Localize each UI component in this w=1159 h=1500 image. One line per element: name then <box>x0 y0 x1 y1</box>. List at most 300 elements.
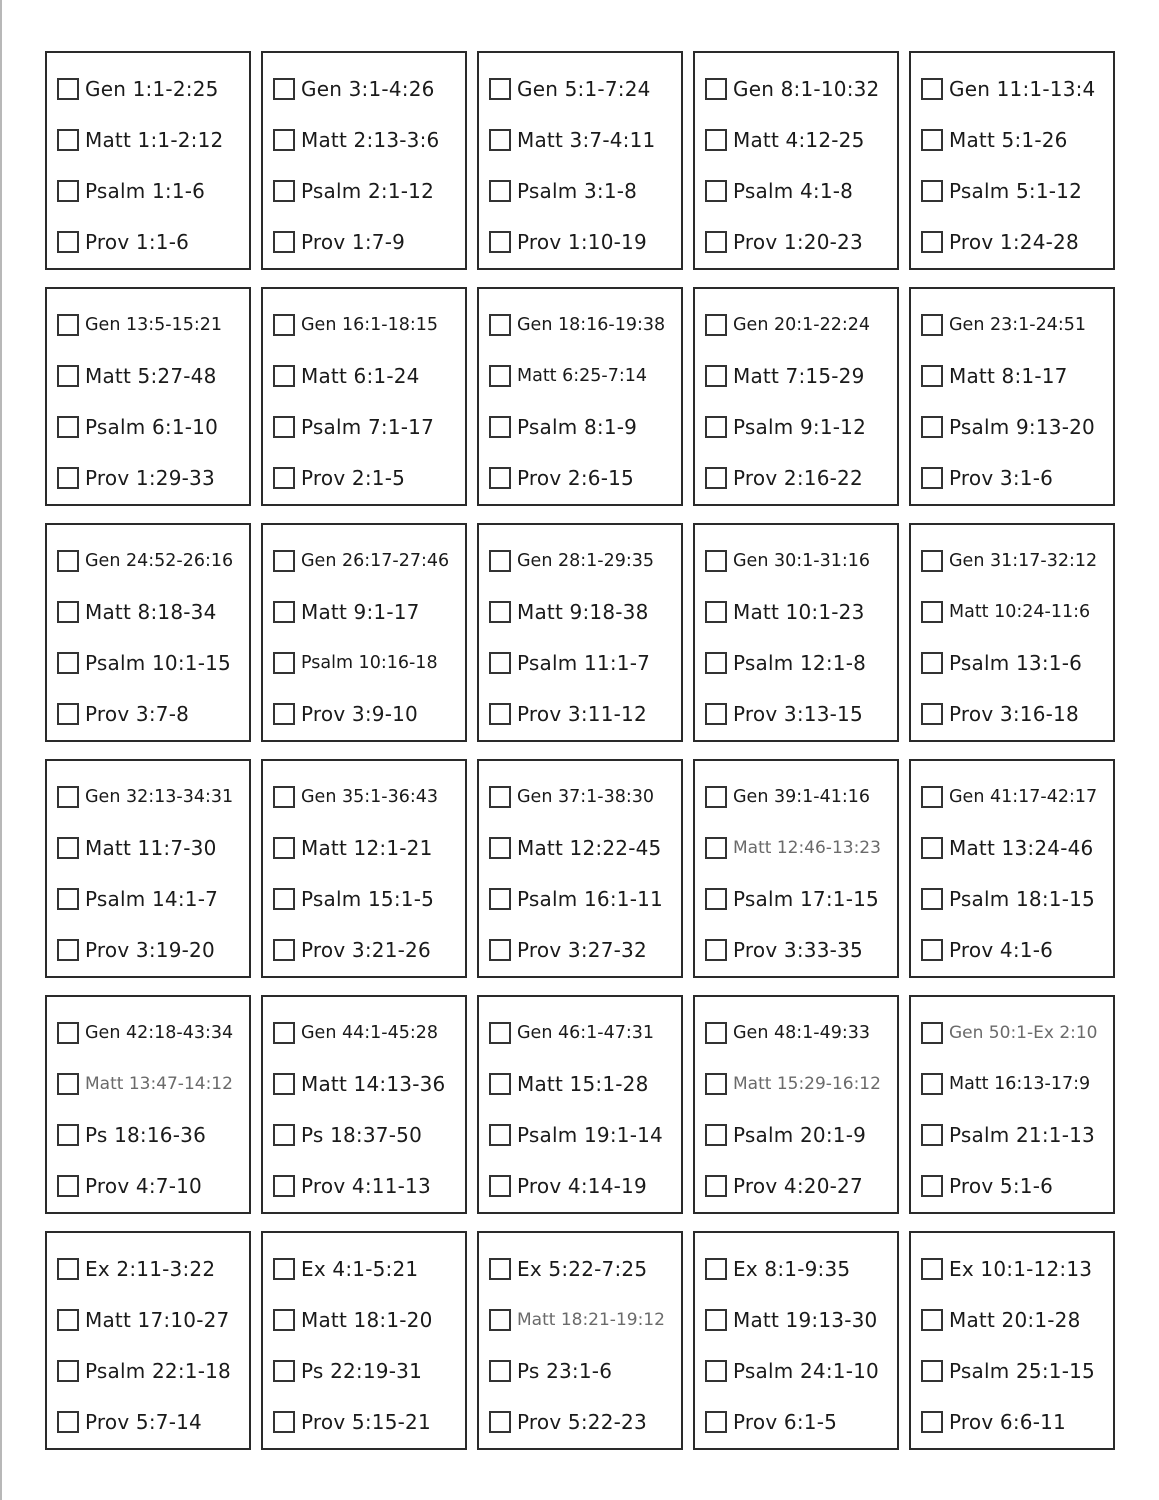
checkbox-icon[interactable] <box>705 837 727 859</box>
reading-item[interactable] <box>489 1346 681 1397</box>
reading-reference: Psalm 11:1-7 <box>517 651 651 676</box>
reading-day-card <box>477 51 683 270</box>
checkbox-icon[interactable] <box>489 550 511 572</box>
reading-reference: Prov 3:13-15 <box>733 702 863 727</box>
reading-item[interactable] <box>921 63 1113 114</box>
reading-reference: Prov 3:21-26 <box>301 938 431 963</box>
reading-reference: Prov 5:15-21 <box>301 1410 431 1435</box>
reading-item[interactable] <box>921 689 1113 740</box>
checkbox-icon[interactable] <box>489 129 511 151</box>
reading-item[interactable] <box>705 166 897 217</box>
checkbox-icon[interactable] <box>273 1309 295 1331</box>
reading-reference: Gen 31:17-32:12 <box>949 550 1098 571</box>
checkbox-icon[interactable] <box>273 1175 295 1197</box>
checkbox-icon[interactable] <box>489 1309 511 1331</box>
checkbox-icon[interactable] <box>273 703 295 725</box>
checkbox-icon[interactable] <box>921 467 943 489</box>
reading-item[interactable] <box>273 1294 465 1345</box>
reading-item[interactable] <box>921 586 1113 637</box>
reading-day-card <box>909 51 1115 270</box>
reading-reference: Prov 3:7-8 <box>85 702 190 727</box>
reading-item[interactable] <box>57 1161 249 1212</box>
reading-item[interactable] <box>921 217 1113 268</box>
reading-item[interactable] <box>57 402 249 453</box>
reading-day-card <box>45 51 251 270</box>
reading-day-card <box>909 523 1115 742</box>
checkbox-icon[interactable] <box>57 550 79 572</box>
reading-item[interactable] <box>57 771 249 822</box>
reading-item[interactable] <box>57 1243 249 1294</box>
checkbox-icon[interactable] <box>489 939 511 961</box>
reading-item[interactable] <box>705 350 897 401</box>
reading-item[interactable] <box>921 535 1113 586</box>
reading-item[interactable] <box>489 586 681 637</box>
reading-item[interactable] <box>57 453 249 504</box>
reading-item[interactable] <box>705 1294 897 1345</box>
reading-item[interactable] <box>705 217 897 268</box>
reading-item[interactable] <box>921 299 1113 350</box>
checkbox-icon[interactable] <box>57 837 79 859</box>
reading-item[interactable] <box>921 822 1113 873</box>
reading-item[interactable] <box>921 925 1113 976</box>
checkbox-icon[interactable] <box>705 416 727 438</box>
checkbox-icon[interactable] <box>921 652 943 674</box>
checkbox-icon[interactable] <box>705 365 727 387</box>
reading-reference: Psalm 10:16-18 <box>301 653 438 674</box>
checkbox-icon[interactable] <box>489 467 511 489</box>
reading-item[interactable] <box>57 586 249 637</box>
checkbox-icon[interactable] <box>921 1258 943 1280</box>
reading-reference: Gen 37:1-38:30 <box>517 786 655 807</box>
reading-day-card <box>693 759 899 978</box>
checkbox-icon[interactable] <box>489 1175 511 1197</box>
reading-reference: Matt 20:1-28 <box>949 1307 1081 1332</box>
reading-item[interactable] <box>921 874 1113 925</box>
reading-item[interactable] <box>273 1058 465 1109</box>
reading-item[interactable] <box>705 689 897 740</box>
checkbox-icon[interactable] <box>921 78 943 100</box>
checkbox-icon[interactable] <box>705 1124 727 1146</box>
checkbox-icon[interactable] <box>273 365 295 387</box>
reading-item[interactable] <box>705 63 897 114</box>
reading-item[interactable] <box>705 1243 897 1294</box>
reading-item[interactable] <box>489 535 681 586</box>
reading-item[interactable] <box>705 1058 897 1109</box>
reading-reference: Gen 44:1-45:28 <box>301 1022 439 1043</box>
reading-item[interactable] <box>921 453 1113 504</box>
reading-item[interactable] <box>489 114 681 165</box>
checkbox-icon[interactable] <box>489 231 511 253</box>
checkbox-icon[interactable] <box>57 129 79 151</box>
reading-day-card <box>45 1231 251 1450</box>
checkbox-icon[interactable] <box>489 888 511 910</box>
reading-item[interactable] <box>489 1161 681 1212</box>
checkbox-icon[interactable] <box>273 1258 295 1280</box>
reading-item[interactable] <box>273 1110 465 1161</box>
reading-item[interactable] <box>921 350 1113 401</box>
reading-item[interactable] <box>57 1058 249 1109</box>
checkbox-icon[interactable] <box>489 365 511 387</box>
reading-reference: Matt 3:7-4:11 <box>517 127 656 152</box>
checkbox-icon[interactable] <box>57 939 79 961</box>
reading-item[interactable] <box>705 1007 897 1058</box>
checkbox-icon[interactable] <box>489 78 511 100</box>
checkbox-icon[interactable] <box>921 888 943 910</box>
reading-day-card <box>477 1231 683 1450</box>
reading-item[interactable] <box>273 217 465 268</box>
reading-reference: Psalm 1:1-6 <box>85 179 206 204</box>
reading-reference: Psalm 12:1-8 <box>733 651 867 676</box>
reading-item[interactable] <box>57 350 249 401</box>
reading-item[interactable] <box>57 1346 249 1397</box>
reading-item[interactable] <box>273 1161 465 1212</box>
checkbox-icon[interactable] <box>273 180 295 202</box>
reading-item[interactable] <box>273 586 465 637</box>
checkbox-icon[interactable] <box>273 550 295 572</box>
reading-item[interactable] <box>273 1243 465 1294</box>
checkbox-icon[interactable] <box>57 467 79 489</box>
reading-item[interactable] <box>705 299 897 350</box>
reading-item[interactable] <box>705 1397 897 1448</box>
reading-reference: Gen 16:1-18:15 <box>301 314 439 335</box>
reading-item[interactable] <box>273 874 465 925</box>
reading-reference: Prov 2:6-15 <box>517 466 634 491</box>
reading-reference: Matt 13:24-46 <box>949 835 1094 860</box>
reading-item[interactable] <box>489 350 681 401</box>
reading-item[interactable] <box>273 535 465 586</box>
reading-reference: Psalm 19:1-14 <box>517 1123 663 1148</box>
checkbox-icon[interactable] <box>705 888 727 910</box>
reading-item[interactable] <box>921 771 1113 822</box>
reading-item[interactable] <box>705 771 897 822</box>
reading-reference: Gen 24:52-26:16 <box>85 550 234 571</box>
reading-item[interactable] <box>489 63 681 114</box>
reading-item[interactable] <box>273 925 465 976</box>
reading-item[interactable] <box>57 638 249 689</box>
checkbox-icon[interactable] <box>921 1309 943 1331</box>
reading-reference: Matt 15:1-28 <box>517 1071 649 1096</box>
reading-reference: Psalm 21:1-13 <box>949 1123 1095 1148</box>
checkbox-icon[interactable] <box>273 837 295 859</box>
reading-reference: Ps 18:37-50 <box>301 1123 422 1148</box>
reading-reference: Matt 4:12-25 <box>733 127 865 152</box>
checkbox-icon[interactable] <box>489 837 511 859</box>
checkbox-icon[interactable] <box>921 1124 943 1146</box>
reading-item[interactable] <box>921 1007 1113 1058</box>
checkbox-icon[interactable] <box>57 1360 79 1382</box>
checkbox-icon[interactable] <box>57 78 79 100</box>
reading-item[interactable] <box>273 299 465 350</box>
checkbox-icon[interactable] <box>57 416 79 438</box>
reading-item[interactable] <box>705 925 897 976</box>
checkbox-icon[interactable] <box>921 416 943 438</box>
checkbox-icon[interactable] <box>489 786 511 808</box>
reading-item[interactable] <box>57 63 249 114</box>
checkbox-icon[interactable] <box>921 231 943 253</box>
reading-item[interactable] <box>489 402 681 453</box>
checkbox-icon[interactable] <box>921 365 943 387</box>
checkbox-icon[interactable] <box>489 1073 511 1095</box>
checkbox-icon[interactable] <box>489 314 511 336</box>
reading-item[interactable] <box>273 822 465 873</box>
checkbox-icon[interactable] <box>57 786 79 808</box>
checkbox-icon[interactable] <box>705 78 727 100</box>
reading-item[interactable] <box>273 402 465 453</box>
reading-day-card <box>693 523 899 742</box>
reading-item[interactable] <box>489 822 681 873</box>
reading-item[interactable] <box>705 1161 897 1212</box>
reading-item[interactable] <box>273 771 465 822</box>
checkbox-icon[interactable] <box>921 180 943 202</box>
reading-item[interactable] <box>489 299 681 350</box>
checkbox-icon[interactable] <box>705 786 727 808</box>
checkbox-icon[interactable] <box>57 1073 79 1095</box>
reading-item[interactable] <box>273 166 465 217</box>
reading-item[interactable] <box>489 925 681 976</box>
reading-day-card <box>693 1231 899 1450</box>
checkbox-icon[interactable] <box>921 1073 943 1095</box>
checkbox-icon[interactable] <box>705 467 727 489</box>
reading-reference: Gen 3:1-4:26 <box>301 76 435 101</box>
reading-item[interactable] <box>57 114 249 165</box>
reading-reference: Psalm 13:1-6 <box>949 651 1083 676</box>
reading-reference: Psalm 2:1-12 <box>301 179 435 204</box>
reading-item[interactable] <box>489 689 681 740</box>
reading-reference: Gen 23:1-24:51 <box>949 314 1087 335</box>
checkbox-icon[interactable] <box>489 601 511 623</box>
reading-item[interactable] <box>921 1397 1113 1448</box>
reading-reference: Gen 18:16-19:38 <box>517 314 666 335</box>
reading-item[interactable] <box>57 822 249 873</box>
checkbox-icon[interactable] <box>705 703 727 725</box>
checkbox-icon[interactable] <box>705 1175 727 1197</box>
checkbox-icon[interactable] <box>705 1360 727 1382</box>
checkbox-icon[interactable] <box>921 703 943 725</box>
checkbox-icon[interactable] <box>57 180 79 202</box>
reading-reference: Prov 1:7-9 <box>301 230 406 255</box>
reading-day-card <box>45 995 251 1214</box>
reading-reference: Matt 17:10-27 <box>85 1307 230 1332</box>
checkbox-icon[interactable] <box>273 888 295 910</box>
checkbox-icon[interactable] <box>273 1411 295 1433</box>
reading-item[interactable] <box>57 1007 249 1058</box>
reading-item[interactable] <box>705 638 897 689</box>
checkbox-icon[interactable] <box>705 1411 727 1433</box>
checkbox-icon[interactable] <box>57 1124 79 1146</box>
reading-item[interactable] <box>57 1397 249 1448</box>
reading-item[interactable] <box>57 166 249 217</box>
page-edge-rule <box>0 0 2 1500</box>
reading-item[interactable] <box>921 402 1113 453</box>
reading-item[interactable] <box>273 638 465 689</box>
checkbox-icon[interactable] <box>273 129 295 151</box>
reading-reference: Matt 12:46-13:23 <box>733 837 881 858</box>
checkbox-icon[interactable] <box>921 837 943 859</box>
reading-reference: Prov 1:24-28 <box>949 230 1079 255</box>
reading-item[interactable] <box>57 1294 249 1345</box>
checkbox-icon[interactable] <box>57 703 79 725</box>
reading-reference: Matt 12:22-45 <box>517 835 662 860</box>
reading-item[interactable] <box>489 453 681 504</box>
reading-item[interactable] <box>489 1397 681 1448</box>
checkbox-icon[interactable] <box>57 1309 79 1331</box>
checkbox-icon[interactable] <box>273 1073 295 1095</box>
reading-reference: Matt 14:13-36 <box>301 1071 446 1096</box>
reading-item[interactable] <box>705 1110 897 1161</box>
reading-item[interactable] <box>705 535 897 586</box>
checkbox-icon[interactable] <box>705 180 727 202</box>
checkbox-icon[interactable] <box>921 786 943 808</box>
checkbox-icon[interactable] <box>57 1022 79 1044</box>
reading-day-card <box>261 523 467 742</box>
reading-day-card <box>477 759 683 978</box>
reading-item[interactable] <box>273 114 465 165</box>
reading-item[interactable] <box>273 1397 465 1448</box>
checkbox-icon[interactable] <box>921 1411 943 1433</box>
checkbox-icon[interactable] <box>273 1124 295 1146</box>
reading-item[interactable] <box>489 217 681 268</box>
checkbox-icon[interactable] <box>705 1022 727 1044</box>
checkbox-icon[interactable] <box>921 1022 943 1044</box>
reading-day-card <box>261 995 467 1214</box>
checkbox-icon[interactable] <box>273 1022 295 1044</box>
checkbox-icon[interactable] <box>921 550 943 572</box>
checkbox-icon[interactable] <box>489 416 511 438</box>
reading-item[interactable] <box>489 1110 681 1161</box>
checkbox-icon[interactable] <box>921 129 943 151</box>
checkbox-icon[interactable] <box>57 652 79 674</box>
reading-item[interactable] <box>921 1243 1113 1294</box>
checkbox-icon[interactable] <box>921 314 943 336</box>
reading-item[interactable] <box>57 299 249 350</box>
reading-item[interactable] <box>273 1346 465 1397</box>
checkbox-icon[interactable] <box>273 786 295 808</box>
checkbox-icon[interactable] <box>489 652 511 674</box>
checkbox-icon[interactable] <box>705 314 727 336</box>
reading-item[interactable] <box>705 874 897 925</box>
checkbox-icon[interactable] <box>705 550 727 572</box>
reading-reference: Prov 3:16-18 <box>949 702 1079 727</box>
reading-item[interactable] <box>489 1058 681 1109</box>
checkbox-icon[interactable] <box>273 416 295 438</box>
reading-reference: Gen 11:1-13:4 <box>949 76 1096 101</box>
reading-item[interactable] <box>921 166 1113 217</box>
reading-item[interactable] <box>489 166 681 217</box>
checkbox-icon[interactable] <box>273 314 295 336</box>
checkbox-icon[interactable] <box>705 1073 727 1095</box>
checkbox-icon[interactable] <box>273 939 295 961</box>
checkbox-icon[interactable] <box>57 314 79 336</box>
reading-item[interactable] <box>273 689 465 740</box>
checkbox-icon[interactable] <box>273 467 295 489</box>
checkbox-icon[interactable] <box>921 939 943 961</box>
reading-item[interactable] <box>57 217 249 268</box>
checkbox-icon[interactable] <box>705 601 727 623</box>
checkbox-icon[interactable] <box>273 231 295 253</box>
checkbox-icon[interactable] <box>489 1360 511 1382</box>
reading-item[interactable] <box>921 1058 1113 1109</box>
reading-day-card <box>45 287 251 506</box>
reading-day-card <box>909 287 1115 506</box>
reading-item[interactable] <box>489 1243 681 1294</box>
checkbox-icon[interactable] <box>57 1175 79 1197</box>
checkbox-icon[interactable] <box>273 78 295 100</box>
reading-reference: Ex 10:1-12:13 <box>949 1256 1093 1281</box>
checkbox-icon[interactable] <box>705 939 727 961</box>
reading-item[interactable] <box>57 689 249 740</box>
reading-item[interactable] <box>273 1007 465 1058</box>
checkbox-icon[interactable] <box>273 601 295 623</box>
checkbox-icon[interactable] <box>489 1258 511 1280</box>
reading-reference: Matt 19:13-30 <box>733 1307 878 1332</box>
checkbox-icon[interactable] <box>921 1175 943 1197</box>
checkbox-icon[interactable] <box>705 1258 727 1280</box>
reading-item[interactable] <box>705 453 897 504</box>
reading-item[interactable] <box>57 535 249 586</box>
checkbox-icon[interactable] <box>921 601 943 623</box>
reading-item[interactable] <box>57 874 249 925</box>
reading-item[interactable] <box>489 1294 681 1345</box>
checkbox-icon[interactable] <box>489 1411 511 1433</box>
checkbox-icon[interactable] <box>921 1360 943 1382</box>
checkbox-icon[interactable] <box>273 1360 295 1382</box>
reading-item[interactable] <box>57 925 249 976</box>
reading-item[interactable] <box>273 453 465 504</box>
reading-item[interactable] <box>273 350 465 401</box>
checkbox-icon[interactable] <box>57 1411 79 1433</box>
reading-item[interactable] <box>921 114 1113 165</box>
checkbox-icon[interactable] <box>705 129 727 151</box>
reading-item[interactable] <box>921 1110 1113 1161</box>
reading-item[interactable] <box>921 638 1113 689</box>
checkbox-icon[interactable] <box>57 601 79 623</box>
checkbox-icon[interactable] <box>489 1124 511 1146</box>
reading-item[interactable] <box>921 1294 1113 1345</box>
reading-item[interactable] <box>489 874 681 925</box>
checkbox-icon[interactable] <box>57 1258 79 1280</box>
reading-item[interactable] <box>57 1110 249 1161</box>
reading-item[interactable] <box>705 822 897 873</box>
checkbox-icon[interactable] <box>57 365 79 387</box>
reading-reference: Matt 5:27-48 <box>85 363 217 388</box>
checkbox-icon[interactable] <box>705 1309 727 1331</box>
checkbox-icon[interactable] <box>57 231 79 253</box>
reading-item[interactable] <box>705 1346 897 1397</box>
reading-item[interactable] <box>489 1007 681 1058</box>
reading-reference: Gen 39:1-41:16 <box>733 786 871 807</box>
reading-day-card <box>693 995 899 1214</box>
checkbox-icon[interactable] <box>705 231 727 253</box>
reading-reference: Psalm 3:1-8 <box>517 179 638 204</box>
checkbox-icon[interactable] <box>489 703 511 725</box>
reading-reference: Prov 1:1-6 <box>85 230 190 255</box>
reading-reference: Prov 3:1-6 <box>949 466 1054 491</box>
reading-item[interactable] <box>705 586 897 637</box>
reading-item[interactable] <box>489 638 681 689</box>
reading-item[interactable] <box>921 1161 1113 1212</box>
reading-item[interactable] <box>705 114 897 165</box>
checkbox-icon[interactable] <box>489 1022 511 1044</box>
reading-item[interactable] <box>489 771 681 822</box>
reading-item[interactable] <box>921 1346 1113 1397</box>
checkbox-icon[interactable] <box>57 888 79 910</box>
reading-item[interactable] <box>273 63 465 114</box>
checkbox-icon[interactable] <box>273 652 295 674</box>
reading-reference: Prov 5:1-6 <box>949 1174 1054 1199</box>
checkbox-icon[interactable] <box>489 180 511 202</box>
reading-item[interactable] <box>705 402 897 453</box>
checkbox-icon[interactable] <box>705 652 727 674</box>
